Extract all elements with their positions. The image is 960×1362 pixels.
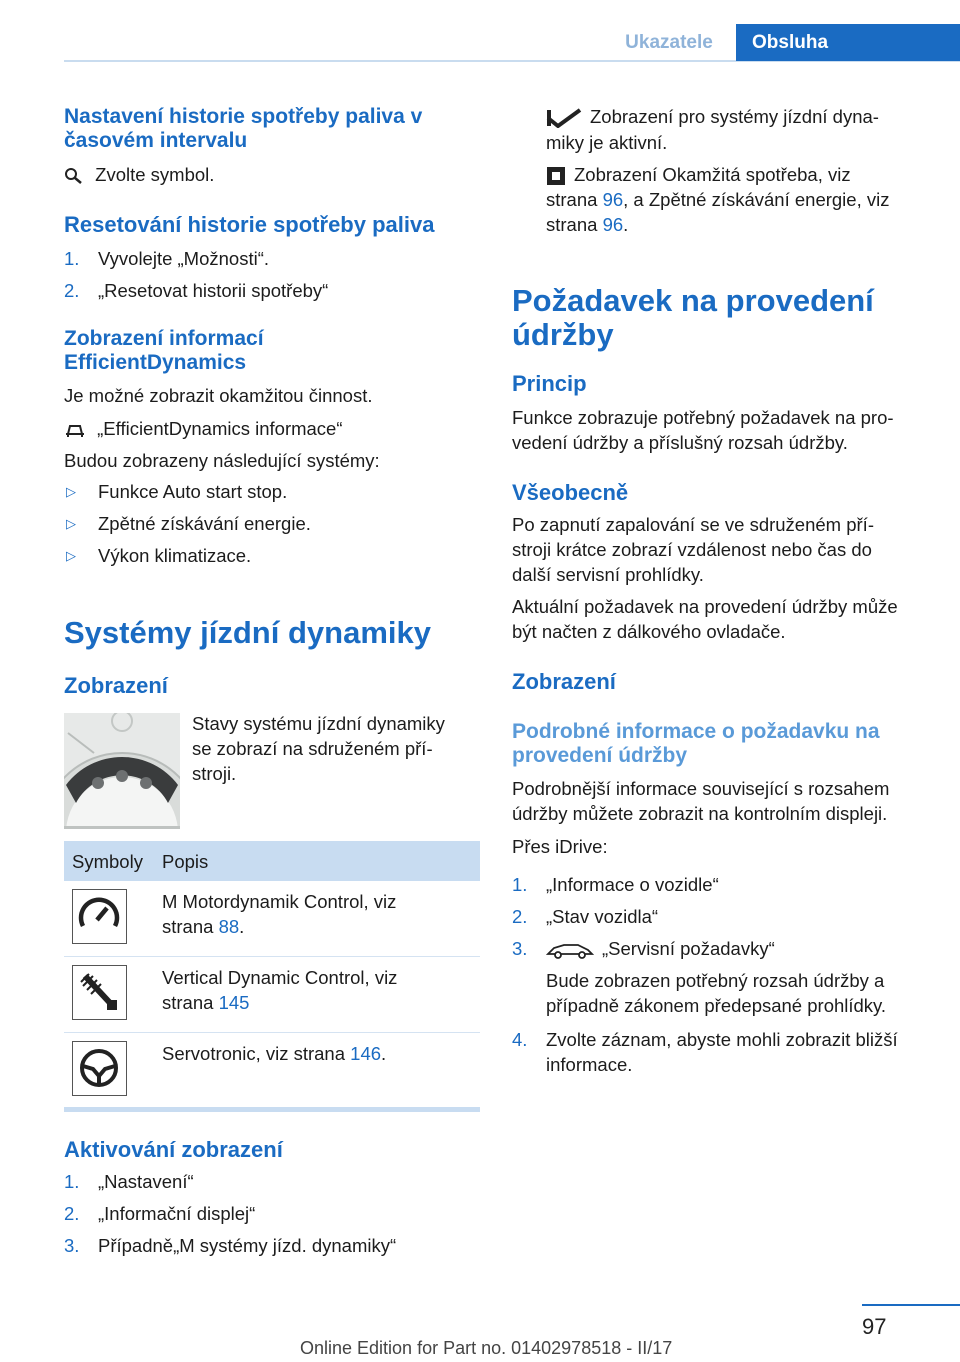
cluster-caption: Stavy systému jízdní dynamiky se zobrazí na sdruženém pří‐ stroji. (192, 713, 445, 784)
car-service-icon (546, 940, 594, 960)
subsection-title-general: Všeobecně (512, 480, 629, 505)
footer-divider (862, 1304, 960, 1306)
section-title-driving-dynamics: Systémy jízdní dynamiky (64, 615, 431, 650)
instrument-cluster-image (64, 713, 180, 829)
list-item: Zpětné získávání energie. (98, 513, 311, 534)
page-link-88[interactable]: 88 (218, 916, 240, 937)
table-header (64, 841, 480, 881)
idrive-steps-list: 1. „Informace o vozidle“ 2. „Stav vozidla“ 3. „Servisní požadavky“ Bude zobrazen potřebný rozsah údržby a případně zákonem předepsané prohlídky. 4. Zvolte záznam, abyste mohli zobrazit bližší informace. (512, 874, 898, 1075)
paragraph: Funkce zobrazuje potřebný požadavek na pro‐ vedení údržby a příslušný rozsah údržby. (512, 407, 894, 453)
select-symbol-text: Zvolte symbol. (64, 162, 214, 187)
section-title-history-interval: Nastavení historie spotřeby paliva v časovém intervalu (64, 105, 423, 152)
section-title-maintenance: Požadavek na provedení údržby (512, 283, 874, 352)
list-item: „Nastavení“ (98, 1171, 194, 1192)
cluster-illustration (64, 713, 180, 829)
page-link-96[interactable]: 96 (602, 189, 624, 210)
shock-absorber-icon (72, 965, 127, 1020)
subsection-title-display: Zobrazení (512, 669, 616, 694)
efficientdynamics-menu-text: „EfficientDynamics informace“ (64, 416, 343, 441)
edition-footer: Online Edition for Part no. 01402978518 - II/17 (300, 1338, 673, 1358)
list-item: „Stav vozidla“ (546, 906, 659, 927)
paragraph: Aktuální požadavek na provedení údržby může být načten z dálkového ovladače. (512, 596, 898, 642)
table-row: M Motordynamik Control, viz strana 88. (64, 881, 480, 956)
paragraph: Podrobnější informace související s rozsahem údržby můžete zobrazit na kontrolním displeji. (512, 778, 890, 824)
list-item: „Servisní požadavky“ (546, 936, 775, 961)
tab-obsluha[interactable]: Obsluha (736, 24, 960, 61)
subsection-title-princip: Princip (512, 371, 587, 396)
list-item: Vyvolejte „Možnosti“. (98, 248, 270, 269)
page-link-96[interactable]: 96 (602, 214, 624, 235)
filled-square-icon (546, 166, 566, 186)
tab-ukazatele[interactable]: Ukazatele (625, 32, 713, 53)
steering-wheel-icon (72, 1041, 127, 1096)
page-number: 97 (862, 1314, 887, 1339)
list-item: Případně„M systémy jízd. dynamiky“ (98, 1235, 397, 1256)
list-item-detail: Bude zobrazen potřebný rozsah údržby a případně zákonem předepsané prohlídky. (546, 970, 887, 1016)
column-header-symbols: Symboly (72, 851, 143, 872)
subsection-title-display: Zobrazení (64, 673, 168, 698)
magnifier-icon (64, 167, 84, 185)
paragraph: Budou zobrazeny následující systémy: (64, 450, 380, 471)
car-efficiency-icon (64, 420, 86, 440)
m-dynamic-icon (72, 889, 127, 944)
activate-steps-list: 1. „Nastavení“ 2. „Informační displej“ 3. Případně„M systémy jízd. dynamiky“ (64, 1171, 397, 1256)
list-item: „Informační displej“ (98, 1203, 256, 1224)
list-item: „Resetovat historii spotřeby“ (98, 280, 329, 301)
list-item: Výkon klimatizace. (98, 545, 252, 566)
list-item: Zvolte záznam, abyste mohli zobrazit bližší informace. (546, 1029, 898, 1075)
bullet-triangle-icon: ▷ (66, 548, 76, 563)
list-item: „Informace o vozidle“ (546, 874, 719, 895)
consumption-text: Zobrazení Okamžitá spotřeba, viz (546, 162, 926, 187)
table-row: Servotronic, viz strana 146. (64, 1033, 480, 1107)
table-row: Vertical Dynamic Control, viz strana 145 (64, 957, 480, 1032)
list-item: Funkce Auto start stop. (98, 481, 288, 502)
reset-steps-list: 1. Vyvolejte „Možnosti“. 2. „Resetovat historii spotřeby“ (64, 248, 329, 301)
section-title-efficientdynamics: Zobrazení informací EfficientDynamics (64, 327, 264, 374)
bullet-triangle-icon: ▷ (66, 484, 76, 499)
paragraph: Je možné zobrazit okamžitou činnost. (64, 385, 373, 406)
dynamics-active-text: Zobrazení pro systémy jízdní dyna‐ (546, 104, 926, 129)
section-title-reset-history: Resetování historie spotřeby paliva (64, 212, 435, 237)
systems-bullet-list (64, 479, 480, 579)
column-header-description: Popis (162, 851, 209, 872)
paragraph: Přes iDrive: (512, 836, 608, 857)
page-link-146[interactable]: 146 (350, 1043, 382, 1064)
page-link-145[interactable]: 145 (218, 992, 250, 1013)
paragraph: Po zapnutí zapalování se ve sdruženém pří‐ stroji krátce zobrazí vzdálenost nebo čas do další servisní prohlídky. (512, 514, 874, 585)
bullet-triangle-icon: ▷ (66, 516, 76, 531)
subsection-title-detailed-info: Podrobné informace o požadavku na provedení údržby (512, 720, 880, 767)
table-bottom-border (64, 1107, 480, 1112)
section-title-activate-display: Aktivování zobrazení (64, 1137, 283, 1162)
checkmark-dynamics-icon (546, 108, 582, 128)
